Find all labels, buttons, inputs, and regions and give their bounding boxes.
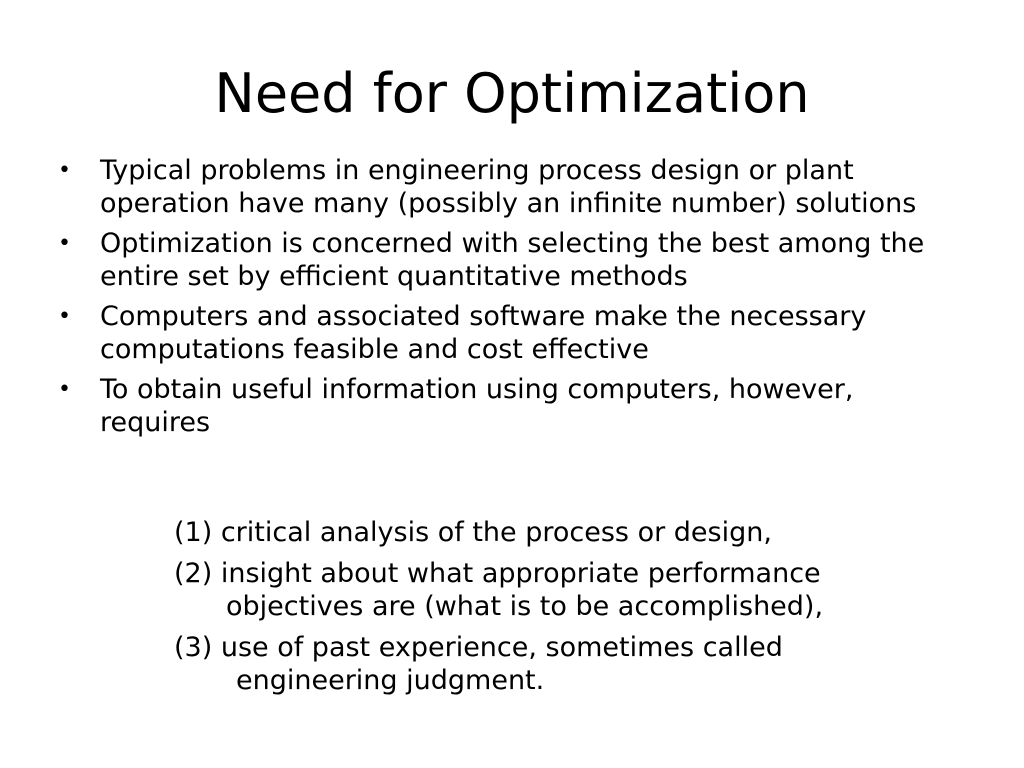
- sub-item-line: (2) insight about what appropriate performance: [174, 558, 821, 589]
- bullet-text: To obtain useful information using computers, however, requires: [100, 374, 854, 438]
- bullet-text: Computers and associated software make the necessary computations feasible and cost effective: [100, 301, 867, 365]
- bullet-text: Optimization is concerned with selecting the best among the entire set by efficient quantitative methods: [100, 228, 925, 292]
- numbered-sublist: [174, 516, 974, 705]
- bullet-item: [56, 227, 956, 293]
- bullet-dot-icon: •: [58, 158, 71, 183]
- bullet-dot-icon: •: [58, 231, 71, 256]
- sub-item-continuation: objectives are (what is to be accomplished),: [226, 591, 824, 622]
- sub-item: [174, 631, 974, 697]
- sub-item-line: (3) use of past experience, sometimes called: [174, 632, 783, 663]
- bullet-item: [56, 373, 956, 439]
- bullet-item: [56, 154, 956, 220]
- bullet-item: [56, 300, 956, 366]
- sub-item: [174, 557, 974, 623]
- bullet-dot-icon: •: [58, 304, 71, 329]
- slide-title: Need for Optimization: [214, 62, 810, 125]
- sub-item-continuation: engineering judgment.: [236, 665, 545, 696]
- sub-item-line: (1) critical analysis of the process or design,: [174, 517, 772, 548]
- bullet-list: [56, 154, 956, 446]
- bullet-dot-icon: •: [58, 377, 71, 402]
- sub-item: [174, 516, 974, 549]
- bullet-text: Typical problems in engineering process design or plant operation have many (possibly an infinite number) solutions: [100, 155, 917, 219]
